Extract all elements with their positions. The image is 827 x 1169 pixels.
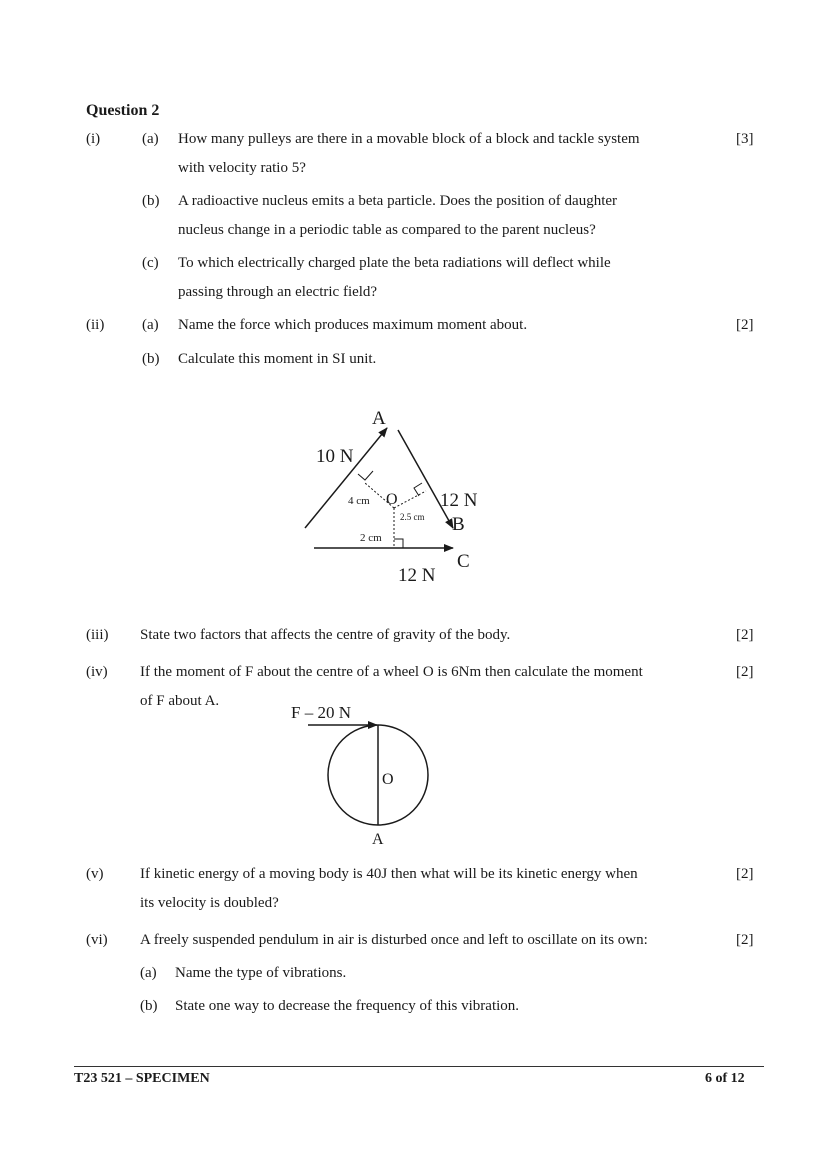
q3-text: State two factors that affects the centre of gravity of the body. <box>140 627 511 643</box>
q2a-text: Name the force which produces maximum moment about. <box>178 317 528 333</box>
force-a-arrow <box>305 428 387 528</box>
force-b-label: 12 N <box>440 490 478 511</box>
q1a-text-line1: How many pulleys are there in a movable block of a block and tackle system <box>178 131 640 147</box>
wheel-center-label: O <box>382 771 394 788</box>
question-heading: Question 2 <box>86 102 160 119</box>
q1a-text-line2: with velocity ratio 5? <box>178 160 306 176</box>
q6-text: A freely suspended pendulum in air is disturbed once and left to oscillate on its own: <box>140 932 648 948</box>
wheel-diagram <box>286 696 446 856</box>
q6b-label: (b) <box>140 998 158 1014</box>
dist-b-label: 2.5 cm <box>400 512 425 522</box>
q2b-label: (b) <box>142 351 160 367</box>
label-b: B <box>452 514 465 535</box>
q1b-label: (b) <box>142 193 160 209</box>
q2-number: (ii) <box>86 317 105 333</box>
q6-number: (vi) <box>86 932 108 948</box>
label-a: A <box>372 408 386 429</box>
q4-number: (iv) <box>86 664 108 680</box>
q1b-text-line1: A radioactive nucleus emits a beta particle. Does the position of daughter <box>178 193 618 209</box>
q2b-text: Calculate this moment in SI unit. <box>178 351 377 367</box>
q5-text-line1: If kinetic energy of a moving body is 40J then what will be its kinetic energy when <box>140 866 638 882</box>
wheel-point-a-label: A <box>372 831 384 848</box>
force-a-label: 10 N <box>316 446 354 467</box>
q1c-text-line2: passing through an electric field? <box>178 284 378 300</box>
moment-diagram <box>290 400 490 590</box>
q3-number: (iii) <box>86 627 109 643</box>
q1c-label: (c) <box>142 255 159 271</box>
q4-marks: [2] <box>736 664 754 680</box>
q5-number: (v) <box>86 866 104 882</box>
q2a-label: (a) <box>142 317 159 333</box>
q6a-text: Name the type of vibrations. <box>175 965 347 981</box>
force-f-label: F – 20 N <box>291 703 351 722</box>
dist-c-label: 2 cm <box>360 532 382 544</box>
footer-page-number: 6 of 12 <box>705 1071 745 1086</box>
q1-number: (i) <box>86 131 101 147</box>
q6a-label: (a) <box>140 965 157 981</box>
q1-marks: [3] <box>736 131 754 147</box>
q1b-text-line2: nucleus change in a periodic table as compared to the parent nucleus? <box>178 222 596 238</box>
footer-code: T23 521 – SPECIMEN <box>74 1071 210 1086</box>
right-angle-c <box>394 539 403 548</box>
q1a-label: (a) <box>142 131 159 147</box>
q4-text-line1: If the moment of F about the centre of a wheel O is 6Nm then calculate the moment <box>140 664 643 680</box>
right-angle-b <box>414 483 422 496</box>
q1c-text-line1: To which electrically charged plate the beta radiations will deflect while <box>178 255 611 271</box>
q6-marks: [2] <box>736 932 754 948</box>
force-c-label: 12 N <box>398 565 436 586</box>
q4-text-line2: of F about A. <box>140 693 220 709</box>
dist-a-label: 4 cm <box>348 495 370 507</box>
label-o: O <box>386 491 398 508</box>
q5-text-line2: its velocity is doubled? <box>140 895 279 911</box>
label-c: C <box>457 551 470 572</box>
q6b-text: State one way to decrease the frequency of this vibration. <box>175 998 520 1014</box>
right-angle-a <box>358 471 373 480</box>
q2-marks: [2] <box>736 317 754 333</box>
q5-marks: [2] <box>736 866 754 882</box>
q3-marks: [2] <box>736 627 754 643</box>
perp-to-b <box>394 491 426 508</box>
footer-rule <box>74 1066 764 1067</box>
